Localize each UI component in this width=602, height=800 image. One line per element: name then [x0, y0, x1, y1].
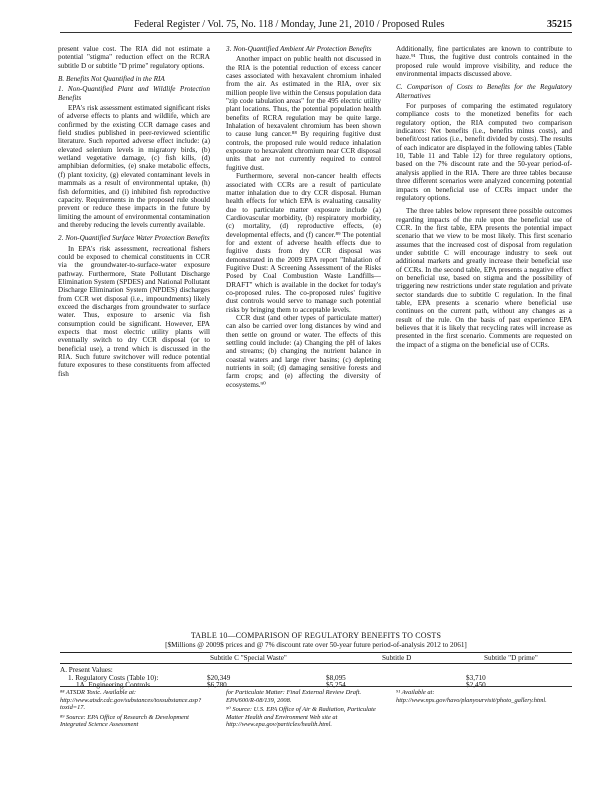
table-cell: $20,349 [207, 674, 231, 682]
paragraph: Another impact on public health not discussed in the RIA is the potential reduction of excess cancer cases associated with hexavalent chromium inhaled from the air. As estimated in the RIA, over six million people live within the Census population data "zip code tabulation areas" for the 495 electric utility plant locations. Thus, the potential population health benefits of RCRA regulation may be quite large. Inhalation of hexavalent chromium has been shown to cause lung cancer.⁸⁸ By requiring fugitive dust controls, the proposed rule would reduce inhalation exposure to hexavalent chromium near CCR disposal units that are not currently required to control fugitive dust. [226, 55, 381, 172]
table-rule [60, 652, 572, 653]
table-cell: $8,095 [326, 674, 346, 682]
footnote: for Particulate Matter: Final External Review Draft. EPA/600/R-08/139, 2008. [226, 689, 362, 704]
footnotes-col-2 [226, 689, 381, 731]
footnotes-col-3 [396, 689, 572, 706]
subsection-heading: 3. Non-Quantified Ambient Air Protection Benefits [226, 45, 372, 53]
footnote-rule [60, 686, 572, 687]
section-heading: C. Comparison of Costs to Benefits for the Regulatory Alternatives [396, 83, 572, 100]
paragraph: CCR dust (and other types of particulate matter) can also be carried over long distances by wind and then settle on ground or water. The effects of this settling could include: (a) Changing the pH of lakes and streams; (b) changing the nutrient balance in coastal waters and large river basins; (c) depleting nutrients in soil; (d) damaging sensitive forests and farm crops; and (e) affecting the diversity of ecosystems.⁹⁰ [226, 314, 381, 389]
subsection-heading: 2. Non-Quantified Surface Water Protection Benefits [58, 234, 210, 243]
table-cell: $6,780 [207, 681, 227, 689]
paragraph: present value cost. The RIA did not estimate a potential "stigma" reduction effect on the RCRA subtitle D or subtitle "D prime" regulatory options. [58, 45, 210, 70]
header-rule [60, 32, 572, 33]
page-header [134, 17, 572, 31]
table-row-label: 1A. Engineering Controls [76, 681, 151, 689]
paragraph: EPA's risk assessment estimated significant risks of adverse effects to plants and wildlife, which are confirmed by the existing CCR damage cases and field studies published in peer-reviewed scientific literature. Such reported adverse effect include: (a) elevated selenium levels in migratory birds, (b) wetland vegetative damage, (c) fish kills, (d) amphibian deformities, (e) snake metabolic effects, (f) plant toxicity, (g) elevated contaminant levels in mammals as a result of environmental uptake, (h) fish deformities, and (i) inhibited fish reproductive capacity. Requirements in the proposed rule should prevent or reduce these impacts in the future by limiting the amount of environmental contamination and thereby reducing the levels currently available. [58, 104, 210, 229]
paragraph: In EPA's risk assessment, recreational fishers could be exposed to chemical constituents in CCR via the groundwater-to-surface-water exposure pathway. Furthermore, State Pollutant Discharge Elimination System (SPDES) and National Pollutant Discharge Elimination System (NPDES) discharges from CCR wet disposal (i.e., impoundments) likely exceed the discharges from groundwater to surface water. Thus, exposure to arsenic via fish consumption could be significant. However, EPA expects that most electric utility plants will eventually switch to dry CCR disposal (or to beneficial use), a trend which is discussed in the RIA. Such future switchover will reduce potential future exposures to these constituents from affected fish [58, 244, 210, 378]
table-cell: $2,450 [466, 681, 486, 689]
table-row-label: 1. Regulatory Costs (Table 10): [68, 674, 159, 682]
footnote: ⁹⁰ Source: U.S. EPA Office of Air & Radiation, Particulate Matter Health and Environment Web site at http://www.epa.gov/particles/health.html. [226, 706, 376, 729]
footnote: ⁸⁸ ATSDR Toxic. Available at: http://www.atsdr.cdc.gov/substances/toxsubstance.asp?toxid=17. [60, 689, 202, 712]
table-col-header: Subtitle C "Special Waste" [210, 654, 287, 662]
footnote: ⁹¹ Available at: http://www.nps.gov/havo/planyourvisit/photo_gallery.html. [396, 689, 547, 704]
footnote: ⁸⁹ Source: EPA Office of Research & Development Integrated Science Assessment [60, 713, 189, 729]
paragraph: The three tables below represent three possible outcomes regarding impacts of the rule upon the beneficial use of CCR. In the first table, EPA presents the potential impact scenario that we view to be most likely. This first scenario assumes that the increased cost of disposal from regulation under subtitle C will encourage industry to seek out additional markets and greatly increase their beneficial use of CCRs. In the second table, EPA presents a negative effect on beneficial use, based on stigma and the possibility of triggering new restrictions under state regulation and private sector standards due to subtitle C regulation. In the final table, EPA presents a scenario where beneficial use continues on the current path, without any changes as a result of the rule. On the basis of past experience EPA believes that it is likely that recycling rates will increase as presented in the first scenario. Comments are requested on the impact of a stigma on the beneficial use of CCRs. [396, 207, 572, 349]
table-rule [60, 663, 572, 664]
table-col-header: Subtitle "D prime" [484, 654, 538, 662]
subsection-heading: 1. Non-Quantified Plant and Wildlife Protection Benefits [58, 85, 210, 102]
table-title: TABLE 10—COMPARISON OF REGULATORY BENEFITS TO COSTS [190, 631, 442, 640]
page-number: 35215 [547, 18, 572, 30]
column-3 [396, 45, 572, 349]
column-1 [58, 45, 210, 378]
table-section-label: A. Present Values: [60, 666, 113, 674]
table-col-header: Subtitle D [382, 654, 412, 662]
paragraph: Additionally, fine particulates are known to contribute to haze.⁹¹ Thus, the fugitive dust controls contained in the proposed rule would improve visibility, and reduce the environmental impacts discussed above. [396, 45, 572, 79]
table-cell: $5,254 [326, 681, 346, 689]
table-subtitle: [$Millions @ 2009$ prices and @ 7% discount rate over 50-year future period-of-analysis 2012 to 2061] [165, 641, 467, 649]
column-2 [226, 45, 381, 389]
paragraph: Furthermore, several non-cancer health effects associated with CCRs are a result of particulate matter inhalation due to dry CCR disposal. Human health effects for which EPA is evaluating causality due to particulate matter exposure include (a) Cardiovascular morbidity, (b) respiratory morbidity, (c) mortality, (d) reproductive effects, (e) developmental effects, and (f) cancer.⁸⁹ The potential for and extent of adverse health effects due to fugitive dusts from dry CCR disposal was demonstrated in the 2009 EPA report "Inhalation of Fugitive Dust: A Screening Assessment of the Risks Posed by Coal Combustion Waste Landfills—DRAFT" which is available in the docket for today's co-proposed rules. The co-proposed rules' fugitive dust controls would serve to manage such potential risks by bringing them to acceptable levels. [226, 172, 381, 314]
footnotes-col-1 [60, 689, 208, 731]
section-heading: B. Benefits Not Quantified in the RIA [58, 75, 165, 84]
table-cell: $3,710 [466, 674, 486, 682]
paragraph: For purposes of comparing the estimated regulatory compliance costs to the monetized benefits for each regulatory option, the RIA computed two comparison indicators: Net benefits (i.e., benefits minus costs), and benefit/cost ratios (i.e., benefit divided by costs). The results of each indicator are displayed in the following tables (Table 10, Table 11 and Table 12) for three regulatory options, based on the 7% discount rate and the 50-year period-of-analysis applied in the RIA. There are three tables because three different scenarios were analyzed concerning potential impacts on beneficial use of CCRs impact under the regulatory options. [396, 102, 572, 202]
header-citation: Federal Register / Vol. 75, No. 118 / Monday, June 21, 2010 / Proposed Rules [134, 18, 445, 30]
